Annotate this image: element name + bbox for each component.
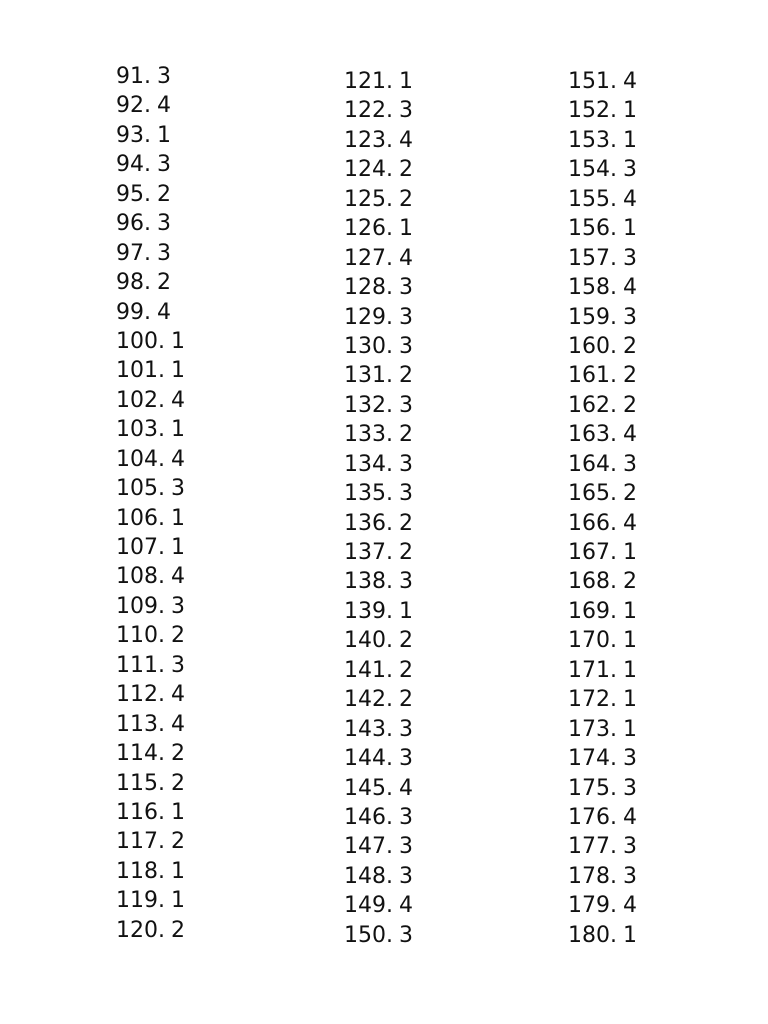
question-number: 146. — [344, 804, 393, 830]
answer-row — [568, 361, 768, 390]
answer-row — [116, 798, 316, 827]
question-number: 132. — [344, 392, 393, 418]
question-number: 133. — [344, 422, 393, 448]
answer-row — [116, 621, 316, 650]
question-number: 124. — [344, 157, 393, 183]
answer-choice: 4 — [622, 186, 637, 212]
answer-row — [568, 450, 768, 479]
answer-row — [568, 832, 768, 861]
answer-column-1 — [116, 62, 316, 945]
answer-row — [344, 96, 544, 125]
answer-row — [568, 155, 768, 184]
question-number: 151. — [568, 69, 617, 94]
answer-row — [568, 862, 768, 891]
answer-choice: 1 — [622, 657, 637, 683]
answer-choice: 2 — [157, 181, 171, 207]
answer-choice: 4 — [170, 446, 185, 472]
question-number: 147. — [344, 834, 393, 860]
question-number: 103. — [116, 417, 165, 443]
question-number: 174. — [568, 746, 617, 772]
answer-choice: 1 — [170, 417, 185, 443]
answer-choice: 1 — [622, 540, 637, 565]
answer-choice: 3 — [398, 392, 413, 418]
answer-row — [344, 744, 544, 773]
answer-choice: 2 — [622, 569, 637, 595]
answer-row — [568, 891, 768, 920]
question-number: 150. — [344, 922, 393, 948]
question-number: 94. — [116, 152, 151, 178]
answer-row — [344, 921, 544, 950]
answer-row — [116, 533, 316, 562]
answer-choice: 3 — [398, 451, 413, 477]
answer-choice: 1 — [622, 628, 637, 654]
answer-choice: 1 — [170, 888, 185, 914]
answer-choice: 2 — [398, 510, 413, 536]
answer-row — [568, 626, 768, 655]
answer-row — [568, 715, 768, 744]
answer-choice: 2 — [398, 157, 413, 183]
answer-row — [568, 303, 768, 332]
question-number: 157. — [568, 245, 617, 271]
answer-choice: 1 — [622, 98, 637, 124]
answer-choice: 3 — [622, 304, 637, 330]
answer-choice: 4 — [157, 299, 171, 325]
answer-row — [344, 185, 544, 214]
question-number: 107. — [116, 535, 165, 560]
question-number: 138. — [344, 569, 393, 595]
answer-row — [344, 862, 544, 891]
answer-choice: 3 — [170, 593, 185, 619]
question-number: 123. — [344, 127, 393, 153]
answer-row — [116, 769, 316, 798]
answer-choice: 3 — [622, 834, 637, 860]
answer-row — [344, 67, 544, 96]
answer-choice: 3 — [622, 863, 637, 889]
question-number: 122. — [344, 98, 393, 124]
answer-choice: 1 — [170, 799, 185, 825]
answer-choice: 4 — [170, 682, 185, 708]
answer-choice: 2 — [170, 917, 185, 943]
answer-row — [568, 744, 768, 773]
answer-choice: 4 — [157, 93, 171, 119]
answer-choice: 3 — [170, 652, 185, 678]
answer-row — [344, 126, 544, 155]
answer-choice: 2 — [398, 657, 413, 683]
question-number: 163. — [568, 422, 617, 448]
answer-choice: 1 — [170, 505, 185, 531]
question-number: 156. — [568, 216, 617, 242]
answer-row — [344, 538, 544, 567]
answer-row — [344, 774, 544, 803]
question-number: 158. — [568, 275, 617, 301]
answer-row — [344, 685, 544, 714]
answer-row — [344, 656, 544, 685]
answer-row — [116, 739, 316, 768]
answer-row — [116, 62, 316, 91]
question-number: 180. — [568, 922, 617, 948]
answer-row — [568, 185, 768, 214]
answer-row — [116, 886, 316, 915]
answer-row — [116, 180, 316, 209]
question-number: 120. — [116, 917, 165, 943]
question-number: 136. — [344, 510, 393, 536]
answer-row — [116, 651, 316, 680]
answer-row — [344, 303, 544, 332]
answer-row — [116, 150, 316, 179]
question-number: 101. — [116, 358, 165, 384]
question-number: 134. — [344, 451, 393, 477]
answer-row — [344, 155, 544, 184]
answer-choice: 3 — [622, 775, 637, 801]
question-number: 142. — [344, 687, 393, 713]
answer-choice: 4 — [398, 245, 413, 271]
answer-choice: 3 — [398, 863, 413, 889]
answer-choice: 2 — [622, 392, 637, 418]
question-number: 164. — [568, 451, 617, 477]
question-number: 177. — [568, 834, 617, 860]
answer-row — [344, 479, 544, 508]
question-number: 166. — [568, 510, 617, 536]
answer-row — [116, 504, 316, 533]
question-number: 92. — [116, 93, 151, 119]
answer-row — [344, 361, 544, 390]
question-number: 117. — [116, 829, 165, 855]
answer-row — [116, 916, 316, 945]
answer-choice: 3 — [398, 98, 413, 124]
answer-row — [344, 509, 544, 538]
answer-choice: 4 — [170, 387, 185, 413]
answer-choice: 3 — [398, 834, 413, 860]
answer-choice: 4 — [398, 775, 413, 801]
answer-row — [116, 239, 316, 268]
answer-row — [116, 121, 316, 150]
answer-row — [344, 244, 544, 273]
question-number: 102. — [116, 387, 165, 413]
answer-choice: 3 — [398, 304, 413, 330]
answer-choice: 4 — [622, 275, 637, 301]
question-number: 126. — [344, 216, 393, 242]
answer-row — [116, 680, 316, 709]
question-number: 141. — [344, 657, 393, 683]
answer-row — [344, 450, 544, 479]
answer-row — [344, 597, 544, 626]
answer-row — [344, 626, 544, 655]
answer-choice: 1 — [170, 358, 185, 384]
answer-choice: 3 — [398, 922, 413, 948]
answer-choice: 4 — [398, 893, 413, 919]
answer-row — [568, 685, 768, 714]
question-number: 98. — [116, 270, 151, 296]
answer-row — [344, 715, 544, 744]
question-number: 140. — [344, 628, 393, 654]
answer-choice: 3 — [398, 716, 413, 742]
answer-choice: 4 — [170, 711, 185, 737]
answer-choice: 3 — [398, 746, 413, 772]
answer-row — [344, 391, 544, 420]
answer-choice: 4 — [398, 127, 413, 153]
question-number: 118. — [116, 858, 165, 884]
answer-choice: 2 — [170, 623, 185, 649]
answer-row — [568, 273, 768, 302]
question-number: 130. — [344, 333, 393, 359]
answer-choice: 3 — [622, 245, 637, 271]
question-number: 145. — [344, 775, 393, 801]
answer-choice: 1 — [622, 687, 637, 713]
question-number: 162. — [568, 392, 617, 418]
question-number: 131. — [344, 363, 393, 389]
answer-column-2 — [344, 67, 544, 950]
question-number: 153. — [568, 127, 617, 153]
question-number: 115. — [116, 770, 165, 796]
answer-row — [568, 332, 768, 361]
answer-choice: 4 — [622, 804, 637, 830]
answer-row — [568, 391, 768, 420]
question-number: 176. — [568, 804, 617, 830]
question-number: 104. — [116, 446, 165, 472]
answer-choice: 1 — [622, 716, 637, 742]
question-number: 112. — [116, 682, 165, 708]
answer-row — [344, 803, 544, 832]
question-number: 152. — [568, 98, 617, 124]
question-number: 95. — [116, 181, 151, 207]
answer-row — [116, 386, 316, 415]
answer-row — [344, 567, 544, 596]
answer-row — [116, 209, 316, 238]
answer-choice: 1 — [398, 598, 413, 624]
question-number: 114. — [116, 741, 165, 767]
question-number: 93. — [116, 122, 151, 148]
question-number: 173. — [568, 716, 617, 742]
answer-choice: 3 — [622, 451, 637, 477]
answer-row — [344, 332, 544, 361]
answer-choice: 1 — [170, 858, 185, 884]
question-number: 116. — [116, 799, 165, 825]
question-number: 100. — [116, 328, 165, 354]
answer-choice: 2 — [622, 333, 637, 359]
answer-row — [568, 921, 768, 950]
answer-choice: 2 — [398, 628, 413, 654]
answer-choice: 3 — [622, 746, 637, 772]
answer-choice: 3 — [170, 476, 185, 502]
question-number: 179. — [568, 893, 617, 919]
question-number: 137. — [344, 540, 393, 565]
answer-row — [568, 656, 768, 685]
answer-choice: 2 — [157, 270, 171, 296]
question-number: 127. — [344, 245, 393, 271]
answer-choice: 2 — [398, 422, 413, 448]
question-number: 119. — [116, 888, 165, 914]
answer-choice: 3 — [157, 152, 171, 178]
answer-row — [116, 445, 316, 474]
answer-row — [568, 597, 768, 626]
question-number: 105. — [116, 476, 165, 502]
answer-choice: 3 — [398, 569, 413, 595]
question-number: 128. — [344, 275, 393, 301]
question-number: 172. — [568, 687, 617, 713]
question-number: 99. — [116, 299, 151, 325]
answer-row — [568, 214, 768, 243]
answer-row — [568, 96, 768, 125]
answer-choice: 2 — [622, 363, 637, 389]
answer-choice: 1 — [622, 598, 637, 624]
answer-row — [116, 827, 316, 856]
answer-row — [344, 420, 544, 449]
question-number: 160. — [568, 333, 617, 359]
answer-row — [116, 91, 316, 120]
question-number: 178. — [568, 863, 617, 889]
answer-row — [116, 710, 316, 739]
answer-row — [568, 803, 768, 832]
answer-choice: 1 — [170, 535, 185, 560]
answer-choice: 1 — [157, 122, 171, 148]
question-number: 165. — [568, 481, 617, 507]
question-number: 121. — [344, 69, 393, 94]
question-number: 139. — [344, 598, 393, 624]
question-number: 111. — [116, 652, 165, 678]
question-number: 170. — [568, 628, 617, 654]
answer-row — [568, 420, 768, 449]
question-number: 155. — [568, 186, 617, 212]
answer-row — [116, 474, 316, 503]
question-number: 113. — [116, 711, 165, 737]
answer-row — [116, 327, 316, 356]
question-number: 149. — [344, 893, 393, 919]
question-number: 110. — [116, 623, 165, 649]
answer-choice: 3 — [622, 157, 637, 183]
answer-choice: 3 — [398, 804, 413, 830]
question-number: 159. — [568, 304, 617, 330]
question-number: 148. — [344, 863, 393, 889]
question-number: 106. — [116, 505, 165, 531]
answer-choice: 2 — [398, 186, 413, 212]
answer-choice: 2 — [170, 770, 185, 796]
answer-choice: 4 — [622, 69, 637, 94]
answer-row — [568, 67, 768, 96]
answer-row — [116, 298, 316, 327]
answer-choice: 3 — [157, 240, 171, 266]
question-number: 129. — [344, 304, 393, 330]
answer-choice: 1 — [622, 922, 637, 948]
answer-choice: 2 — [398, 687, 413, 713]
answer-row — [568, 126, 768, 155]
answer-column-3 — [568, 67, 768, 950]
answer-choice: 2 — [170, 741, 185, 767]
answer-row — [568, 479, 768, 508]
question-number: 108. — [116, 564, 165, 590]
question-number: 109. — [116, 593, 165, 619]
answer-row — [344, 214, 544, 243]
answer-row — [116, 562, 316, 591]
question-number: 169. — [568, 598, 617, 624]
answer-row — [568, 567, 768, 596]
answer-row — [344, 832, 544, 861]
answer-choice: 3 — [398, 481, 413, 507]
question-number: 161. — [568, 363, 617, 389]
question-number: 168. — [568, 569, 617, 595]
answer-choice: 3 — [157, 64, 171, 89]
answer-choice: 2 — [398, 363, 413, 389]
question-number: 144. — [344, 746, 393, 772]
answer-choice: 4 — [622, 893, 637, 919]
answer-row — [116, 857, 316, 886]
answer-choice: 2 — [398, 540, 413, 565]
answer-row — [344, 891, 544, 920]
question-number: 125. — [344, 186, 393, 212]
answer-choice: 1 — [622, 127, 637, 153]
answer-row — [568, 538, 768, 567]
answer-choice: 1 — [622, 216, 637, 242]
question-number: 175. — [568, 775, 617, 801]
answer-choice: 1 — [398, 69, 413, 94]
answer-choice: 2 — [170, 829, 185, 855]
question-number: 143. — [344, 716, 393, 742]
answer-choice: 4 — [622, 510, 637, 536]
answer-row — [116, 356, 316, 385]
answer-choice: 4 — [622, 422, 637, 448]
answer-choice: 3 — [157, 211, 171, 237]
answer-choice: 3 — [398, 333, 413, 359]
answer-choice: 3 — [398, 275, 413, 301]
question-number: 135. — [344, 481, 393, 507]
question-number: 91. — [116, 64, 151, 89]
question-number: 171. — [568, 657, 617, 683]
question-number: 96. — [116, 211, 151, 237]
question-number: 167. — [568, 540, 617, 565]
question-number: 97. — [116, 240, 151, 266]
answer-choice: 4 — [170, 564, 185, 590]
answer-row — [344, 273, 544, 302]
answer-choice: 1 — [170, 328, 185, 354]
answer-row — [116, 268, 316, 297]
question-number: 154. — [568, 157, 617, 183]
answer-choice: 2 — [622, 481, 637, 507]
answer-row — [568, 509, 768, 538]
answer-choice: 1 — [398, 216, 413, 242]
answer-row — [116, 415, 316, 444]
answer-row — [568, 244, 768, 273]
answer-row — [116, 592, 316, 621]
answer-row — [568, 774, 768, 803]
